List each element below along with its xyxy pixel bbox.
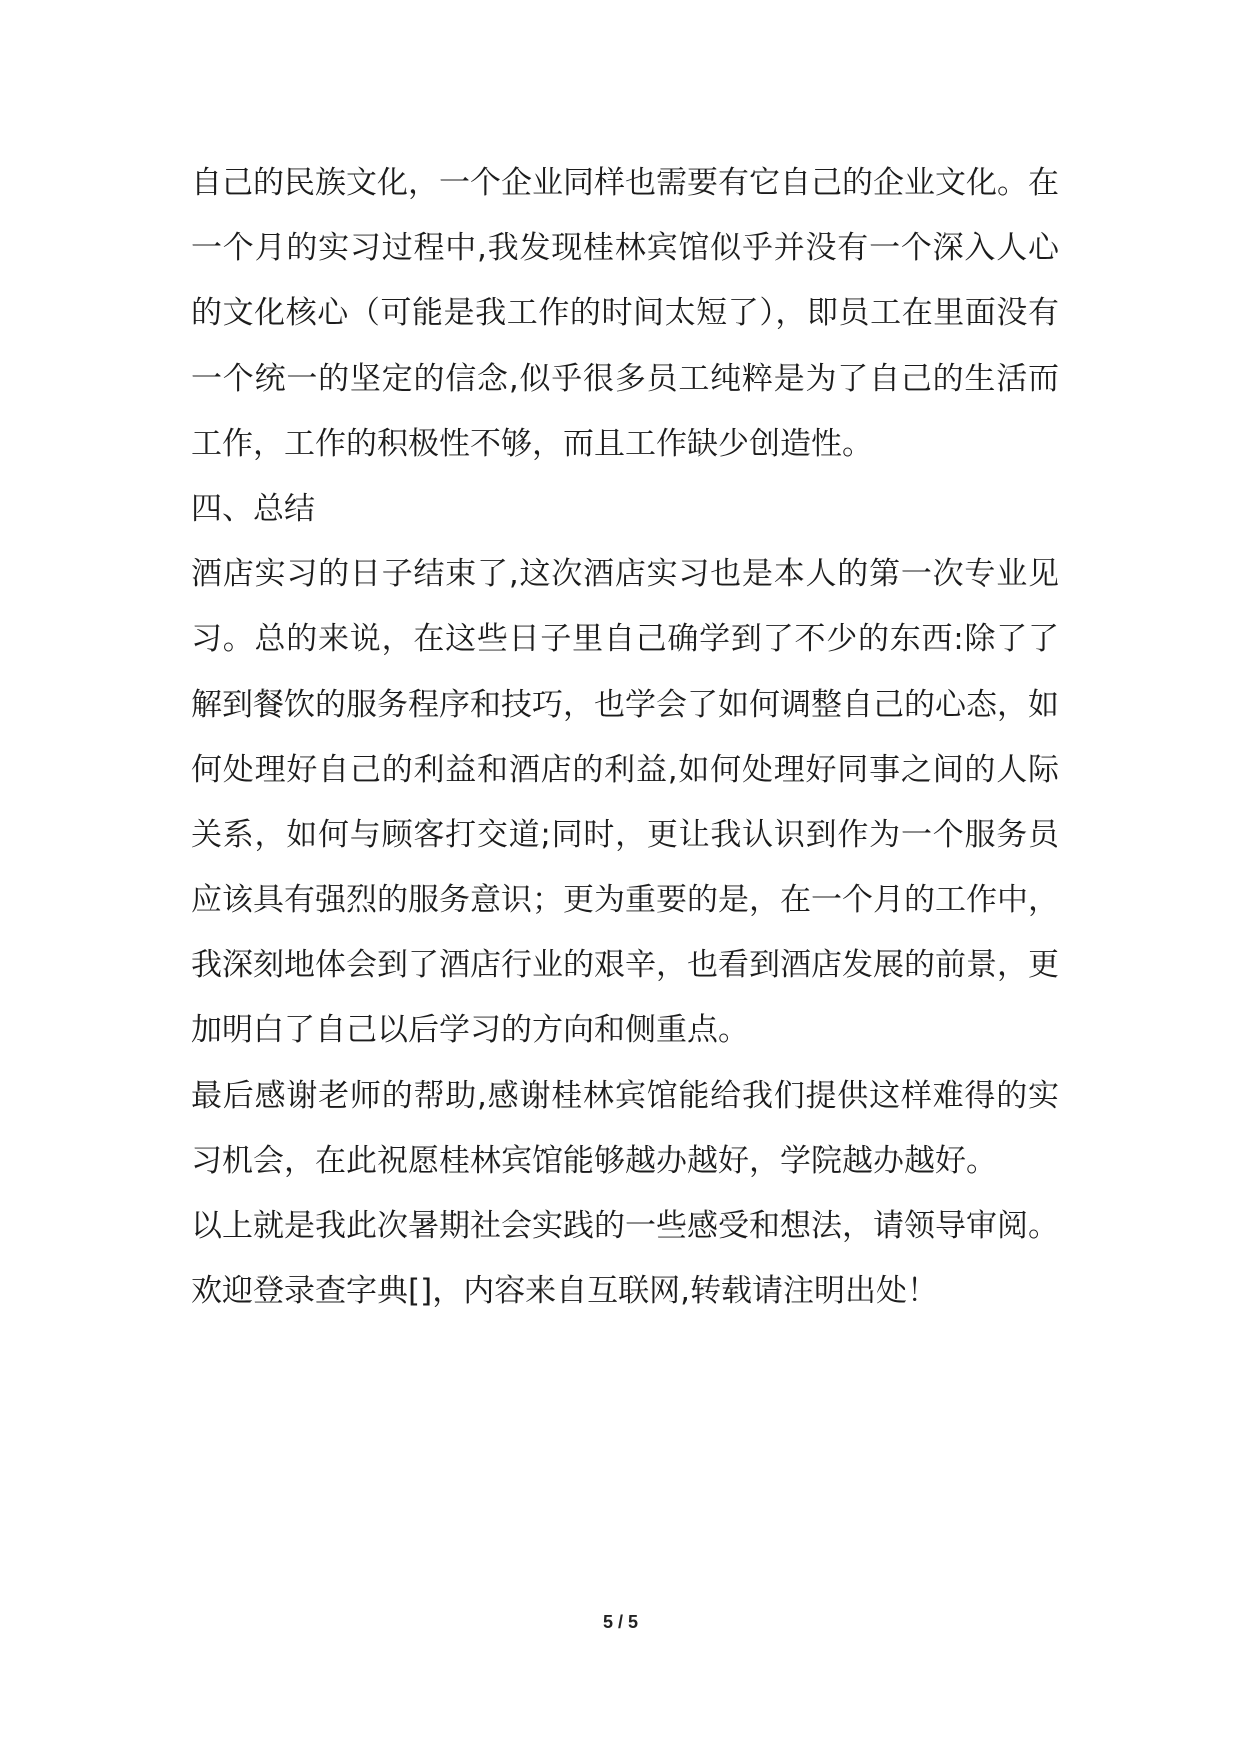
text-line: 一个月的实习过程中,我发现桂林宾馆似乎并没有一个深入人心	[191, 230, 1059, 267]
document-body	[191, 151, 1059, 1324]
text-line: 习。总的来说，在这些日子里自己确学到了不少的东西:除了了	[191, 621, 1059, 658]
text-line: 加明白了自己以后学习的方向和侧重点。	[191, 1012, 749, 1049]
section-heading	[191, 477, 1059, 542]
text-line: 我深刻地体会到了酒店行业的艰辛，也看到酒店发展的前景，更	[191, 947, 1059, 984]
text-line: 工作，工作的积极性不够，而且工作缺少创造性。	[191, 425, 873, 462]
text-line: 解到餐饮的服务程序和技巧，也学会了如何调整自己的心态，如	[191, 686, 1059, 723]
text-line: 自己的民族文化，一个企业同样也需要有它自己的企业文化。在	[191, 165, 1059, 201]
text-line: 以上就是我此次暑期社会实践的一些感受和想法，请领导审阅。	[191, 1208, 1059, 1244]
text-line: 的文化核心（可能是我工作的时间太短了），即员工在里面没有	[191, 295, 1059, 332]
text-line: 最后感谢老师的帮助,感谢桂林宾馆能给我们提供这样难得的实	[191, 1077, 1059, 1114]
page-number: 5 / 5	[602, 1612, 639, 1632]
paragraph	[191, 1194, 1059, 1259]
section-heading-text: 四、总结	[191, 490, 315, 527]
text-line: 一个统一的坚定的信念,似乎很多员工纯粹是为了自己的生活而	[191, 360, 1059, 397]
paragraph	[191, 542, 1059, 1064]
text-line: 欢迎登录查字典[]，内容来自互联网,转载请注明出处！	[191, 1273, 939, 1310]
text-line: 何处理好自己的利益和酒店的利益,如何处理好同事之间的人际	[191, 751, 1059, 788]
text-line: 习机会，在此祝愿桂林宾馆能够越办越好，学院越办越好。	[191, 1142, 997, 1179]
text-line: 酒店实习的日子结束了,这次酒店实习也是本人的第一次专业见	[191, 556, 1059, 593]
text-line: 应该具有强烈的服务意识；更为重要的是，在一个月的工作中，	[191, 882, 1059, 919]
paragraph	[191, 151, 1059, 477]
paragraph	[191, 1259, 1059, 1324]
text-line: 关系，如何与顾客打交道;同时，更让我认识到作为一个服务员	[191, 816, 1059, 853]
paragraph	[191, 1064, 1059, 1194]
